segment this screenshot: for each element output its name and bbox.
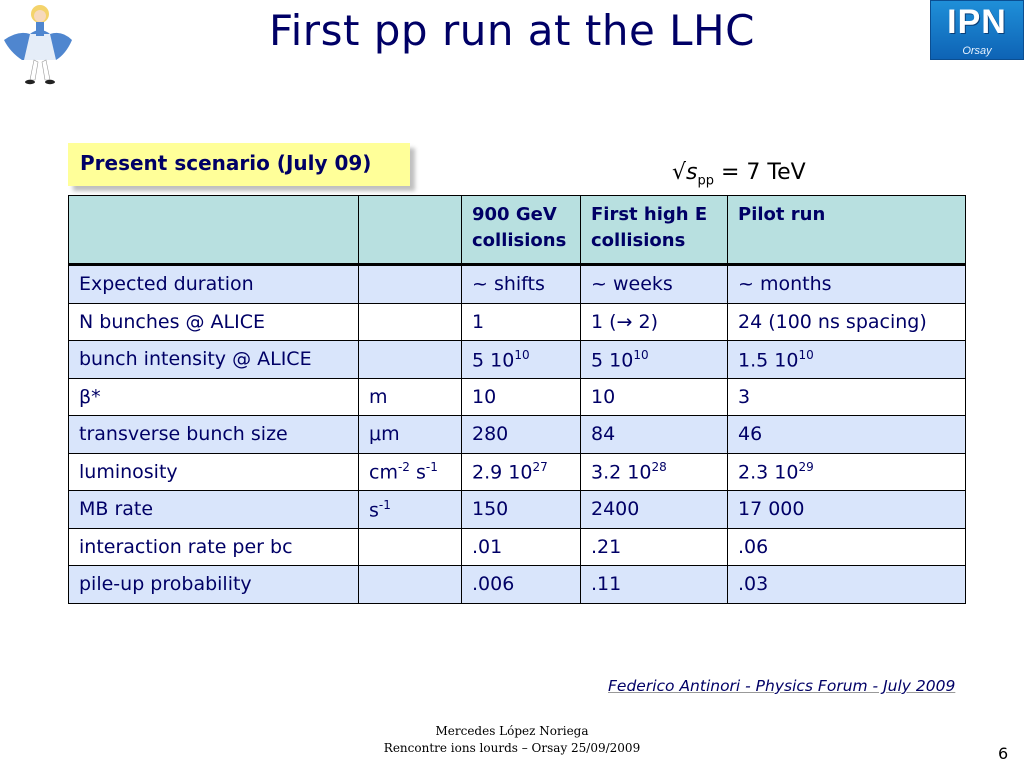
cell-text: 17 000 bbox=[738, 498, 805, 521]
table-cell bbox=[69, 341, 359, 379]
cell-text: 24 (100 ns spacing) bbox=[738, 310, 927, 333]
footer-event: Rencontre ions lourds – Orsay 25/09/2009 bbox=[383, 741, 641, 755]
table-cell bbox=[69, 453, 359, 491]
table-cell bbox=[462, 303, 581, 341]
cell-text: s bbox=[369, 498, 379, 521]
scenario-box bbox=[68, 143, 410, 186]
table-header-row bbox=[69, 196, 966, 265]
table-cell bbox=[69, 416, 359, 454]
cell-text: 150 bbox=[472, 498, 509, 521]
cell-text: 84 bbox=[591, 423, 616, 446]
table-cell bbox=[359, 416, 462, 454]
table-cell bbox=[581, 528, 728, 566]
cell-text: 1.5 10 bbox=[738, 348, 799, 371]
table-cell bbox=[359, 566, 462, 604]
ipn-orsay-logo bbox=[930, 0, 1024, 60]
cell-text: 280 bbox=[472, 423, 509, 446]
energy-value: = 7 TeV bbox=[714, 160, 806, 185]
table-cell bbox=[69, 378, 359, 416]
header-cell: First high E collisions bbox=[581, 196, 728, 265]
energy-subscript: pp bbox=[697, 173, 714, 189]
header-cell bbox=[69, 196, 359, 265]
table-row bbox=[69, 566, 966, 604]
ipn-logo-text: IPN bbox=[947, 3, 1007, 41]
cell-text: 10 bbox=[591, 385, 616, 408]
cell-text: pile-up probability bbox=[79, 573, 252, 596]
cell-text: .21 bbox=[591, 535, 622, 558]
table-cell bbox=[359, 453, 462, 491]
cell-exponent: -1 bbox=[425, 460, 438, 475]
table-cell bbox=[359, 265, 462, 304]
table-cell bbox=[581, 416, 728, 454]
cell-exponent: 27 bbox=[532, 460, 548, 475]
table-cell bbox=[728, 491, 966, 529]
table-body bbox=[69, 265, 966, 604]
cell-exponent: 29 bbox=[798, 460, 814, 475]
cell-text: .03 bbox=[738, 573, 769, 596]
author-credit: Federico Antinori - Physics Forum - July 2009 bbox=[608, 677, 956, 695]
cell-text: ~ weeks bbox=[591, 273, 673, 296]
page-number: 6 bbox=[998, 744, 1009, 763]
cell-text: 5 10 bbox=[472, 348, 515, 371]
table-cell bbox=[581, 491, 728, 529]
table-row bbox=[69, 265, 966, 304]
table-cell bbox=[728, 378, 966, 416]
cell-text: m bbox=[369, 385, 388, 408]
table-cell bbox=[728, 303, 966, 341]
cell-text: .01 bbox=[472, 535, 503, 558]
cell-exponent: 10 bbox=[633, 347, 649, 362]
table-cell bbox=[462, 566, 581, 604]
cell-text: 3.2 10 bbox=[591, 461, 652, 484]
header-cell bbox=[359, 196, 462, 265]
table-cell bbox=[728, 341, 966, 379]
table-row bbox=[69, 453, 966, 491]
table-row bbox=[69, 528, 966, 566]
table-cell bbox=[462, 453, 581, 491]
table-cell bbox=[462, 265, 581, 304]
cell-text: Expected duration bbox=[79, 273, 254, 296]
slide-title: First pp run at the LHC bbox=[269, 6, 755, 55]
table-cell bbox=[581, 453, 728, 491]
header-cell: 900 GeV collisions bbox=[462, 196, 581, 265]
cell-text: ~ shifts bbox=[472, 273, 545, 296]
table-cell bbox=[69, 265, 359, 304]
cell-text: interaction rate per bc bbox=[79, 535, 293, 558]
cell-text: cm bbox=[369, 461, 398, 484]
table-cell bbox=[462, 416, 581, 454]
table-cell bbox=[462, 341, 581, 379]
table-cell bbox=[69, 491, 359, 529]
cell-text: 2.9 10 bbox=[472, 461, 533, 484]
cell-exponent: 28 bbox=[651, 460, 667, 475]
table-cell bbox=[581, 378, 728, 416]
cell-text: N bunches @ ALICE bbox=[79, 310, 266, 333]
cell-text: β* bbox=[79, 385, 101, 408]
footer-presenter: Mercedes López Noriega bbox=[435, 724, 589, 738]
table-cell bbox=[462, 491, 581, 529]
cell-text: 2400 bbox=[591, 498, 640, 521]
table-cell bbox=[581, 566, 728, 604]
cell-text: luminosity bbox=[79, 460, 178, 483]
table-cell bbox=[359, 491, 462, 529]
cell-text: 5 10 bbox=[591, 348, 634, 371]
table-row bbox=[69, 341, 966, 379]
cell-text: 46 bbox=[738, 423, 763, 446]
cell-exponent: 10 bbox=[514, 347, 530, 362]
cell-text: μm bbox=[369, 423, 400, 446]
cell-text: s bbox=[409, 461, 426, 484]
energy-label bbox=[672, 160, 806, 188]
cell-text: 2.3 10 bbox=[738, 461, 799, 484]
cell-text: 10 bbox=[472, 385, 497, 408]
table-cell bbox=[581, 303, 728, 341]
cell-text: .006 bbox=[472, 573, 515, 596]
cell-text: MB rate bbox=[79, 498, 154, 521]
header-cell: Pilot run bbox=[728, 196, 966, 265]
cell-text: bunch intensity @ ALICE bbox=[79, 348, 312, 371]
energy-prefix: √s bbox=[672, 160, 698, 185]
table-cell bbox=[69, 528, 359, 566]
table-row bbox=[69, 491, 966, 529]
table-cell bbox=[359, 378, 462, 416]
scenario-label: Present scenario (July 09) bbox=[80, 151, 372, 175]
table-cell bbox=[728, 265, 966, 304]
table-cell bbox=[359, 528, 462, 566]
footer bbox=[300, 723, 724, 757]
cell-text: transverse bunch size bbox=[79, 423, 288, 446]
table-cell bbox=[69, 566, 359, 604]
table-cell bbox=[728, 453, 966, 491]
table-cell bbox=[581, 265, 728, 304]
table-cell bbox=[728, 416, 966, 454]
table-cell bbox=[69, 303, 359, 341]
table-cell bbox=[462, 378, 581, 416]
cell-text: 3 bbox=[738, 385, 751, 408]
cell-text: .06 bbox=[738, 535, 769, 558]
table-cell bbox=[359, 303, 462, 341]
cell-text: .11 bbox=[591, 573, 622, 596]
table-row bbox=[69, 416, 966, 454]
cell-text: 1 (→ 2) bbox=[591, 310, 659, 333]
table-cell bbox=[728, 566, 966, 604]
table-cell bbox=[581, 341, 728, 379]
orsay-logo-text: Orsay bbox=[962, 45, 992, 57]
table-cell bbox=[462, 528, 581, 566]
cell-text: 1 bbox=[472, 310, 485, 333]
cell-exponent: 10 bbox=[798, 347, 814, 362]
cell-exponent: -1 bbox=[378, 497, 391, 512]
table-row bbox=[69, 378, 966, 416]
beam-parameters-table bbox=[68, 195, 966, 604]
table-cell bbox=[359, 341, 462, 379]
table-cell bbox=[728, 528, 966, 566]
cell-exponent: -2 bbox=[397, 460, 410, 475]
cell-text: ~ months bbox=[738, 273, 832, 296]
table-row bbox=[69, 303, 966, 341]
